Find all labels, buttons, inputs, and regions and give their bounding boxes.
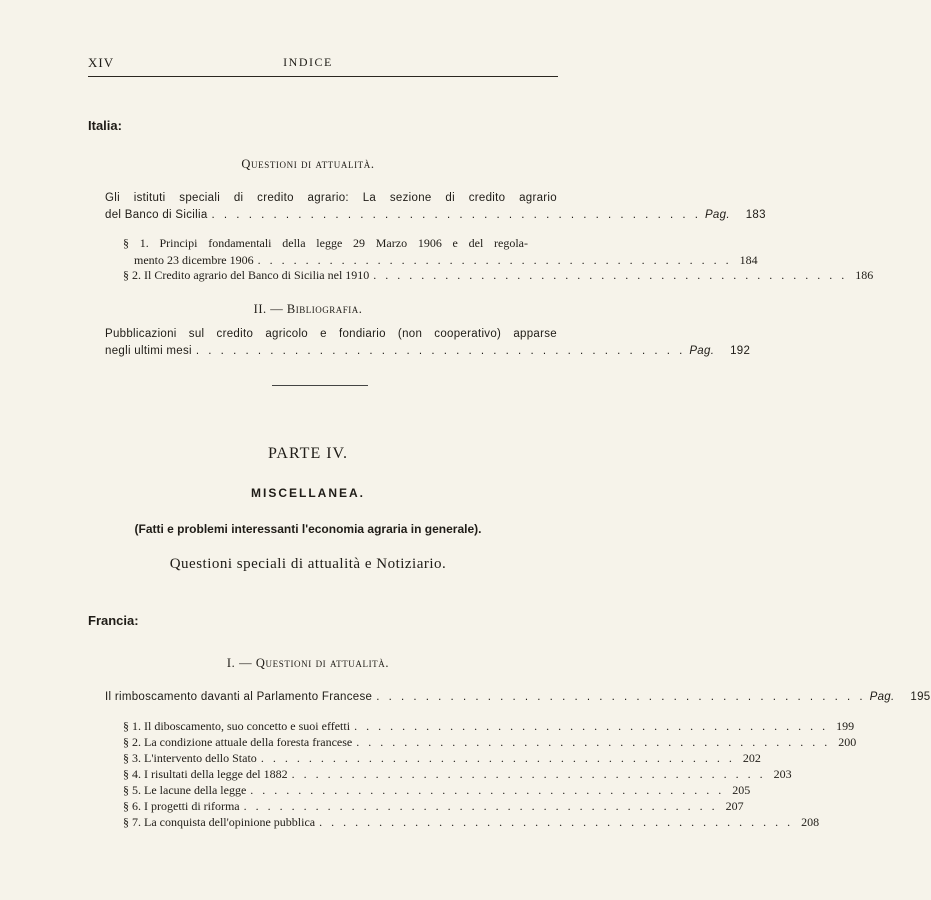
- page-numeral: XIV: [88, 55, 115, 70]
- section-title-questioni: Questioni di attualità.: [241, 157, 375, 171]
- toc-entry-istituti-line2: del Banco di Sicilia . . . . . . . . . . . . . . . . . . . . . . . . . . . . . . . . . . . . . . . . Pag. 183: [105, 209, 766, 221]
- toc-entry-credito-banco: § 2. Il Credito agrario del Banco di Sicilia nel 1910 . . . . . . . . . . . . . . . . . . . . . . . . . . . . . . . . . . . . . . . . 186: [123, 268, 874, 282]
- leader-dots: . . . . . . . . . . . . . . . . . . . . . . . . . . . . . . . . . . . . . . . .: [211, 209, 701, 221]
- toc-entry-pubblicazioni-line2: negli ultimi mesi . . . . . . . . . . . . . . . . . . . . . . . . . . . . . . . . . . . . . . . . Pag. 192: [105, 345, 751, 357]
- toc-item-francia: § 2. La condizione attuale della foresta francese . . . . . . . . . . . . . . . . . . . . . . . . . . . . . . . . . . . . . . . . 200: [123, 735, 857, 749]
- toc-entry-istituti-line1: Gli istituti speciali di credito agrario: La sezione di credito agrario: [105, 192, 557, 204]
- toc-entry-principi-line1: § 1. Principi fondamentali della legge 29 Marzo 1906 e del regola-: [123, 236, 528, 250]
- section-title-francia-questioni: I. — Questioni di attualità.: [226, 656, 390, 670]
- toc-item-francia: § 4. I risultati della legge del 1882 . . . . . . . . . . . . . . . . . . . . . . . . . . . . . . . . . . . . . . . . 203: [123, 767, 792, 781]
- header-rule: [88, 76, 558, 77]
- parte-heading: Questioni speciali di attualità e Notiziario.: [169, 556, 447, 572]
- section-title-bibliografia: II. — Bibliografia.: [253, 302, 363, 316]
- toc-entry-rimboscamento: Il rimboscamento davanti al Parlamento Francese . . . . . . . . . . . . . . . . . . . . . . . . . . . . . . . . . . . . . . . . Pag. 195: [105, 691, 931, 703]
- parte-subtitle: MISCELLANEA.: [251, 486, 365, 500]
- toc-entry-principi-line2: mento 23 dicembre 1906 . . . . . . . . . . . . . . . . . . . . . . . . . . . . . . . . . . . . . . . . 184: [134, 253, 758, 267]
- page-title: INDICE: [283, 55, 333, 69]
- toc-item-francia: § 7. La conquista dell'opinione pubblica . . . . . . . . . . . . . . . . . . . . . . . . . . . . . . . . . . . . . . . . 208: [123, 815, 820, 829]
- parte-title: PARTE IV.: [267, 445, 349, 462]
- toc-item-francia: § 1. Il diboscamento, suo concetto e suoi effetti . . . . . . . . . . . . . . . . . . . . . . . . . . . . . . . . . . . . . . . . 199: [123, 719, 855, 733]
- toc-item-francia: § 3. L'intervento dello Stato . . . . . . . . . . . . . . . . . . . . . . . . . . . . . . . . . . . . . . . . 202: [123, 751, 761, 765]
- country-heading-francia: Francia:: [88, 613, 139, 628]
- section-separator: [272, 385, 368, 386]
- toc-item-francia: § 6. I progetti di riforma . . . . . . . . . . . . . . . . . . . . . . . . . . . . . . . . . . . . . . . . 207: [123, 799, 744, 813]
- toc-entry-pubblicazioni-line1: Pubblicazioni sul credito agricolo e fondiario (non cooperativo) apparse: [105, 328, 557, 340]
- toc-item-francia: § 5. Le lacune della legge . . . . . . . . . . . . . . . . . . . . . . . . . . . . . . . . . . . . . . . . 205: [123, 783, 751, 797]
- country-heading-italia: Italia:: [88, 118, 122, 133]
- parte-description: (Fatti e problemi interessanti l'economia agraria in generale).: [134, 522, 482, 536]
